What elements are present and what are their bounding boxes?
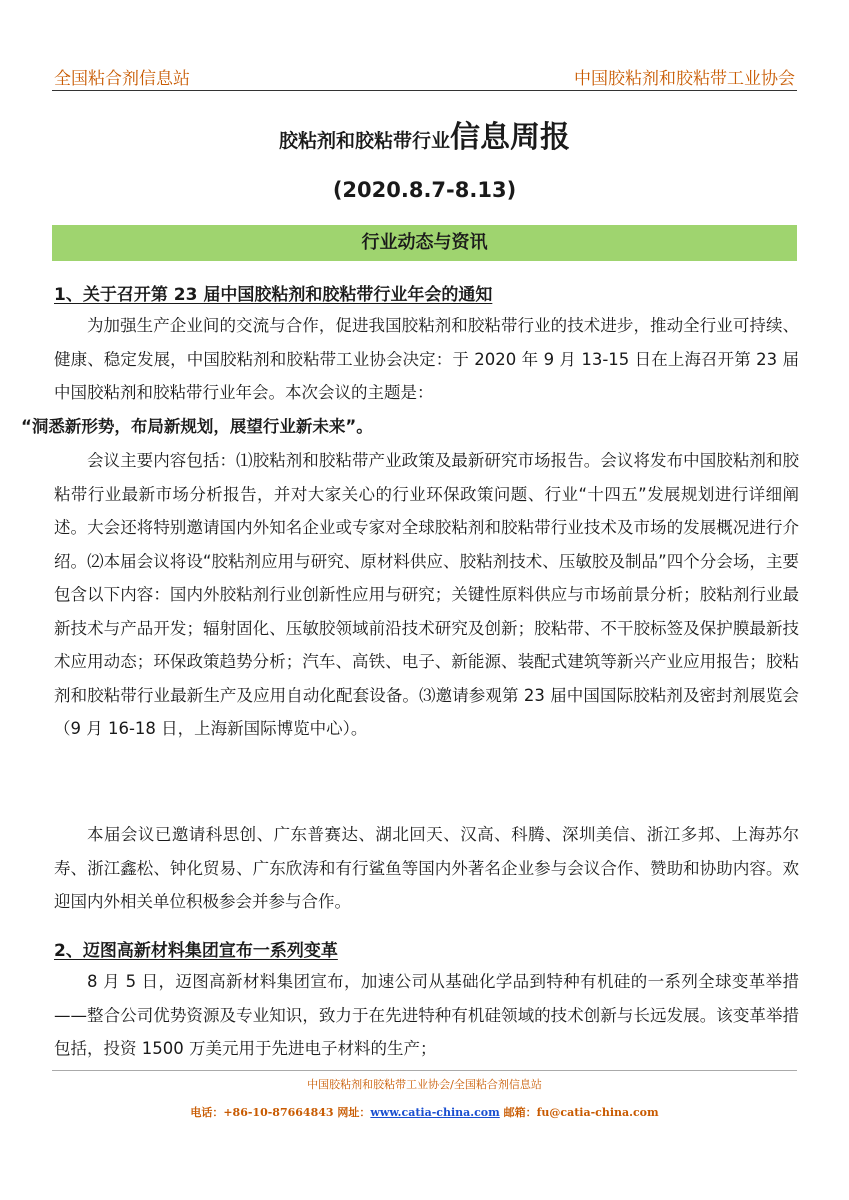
- header-left: 全国粘合剂信息站: [54, 69, 190, 89]
- news-heading-2: 2、迈图高新材料集团宣布一系列变革: [54, 941, 338, 961]
- website-link[interactable]: www.catia-china.com: [370, 1106, 500, 1119]
- title-prefix: 胶粘剂和胶粘带行业: [278, 130, 450, 152]
- email-address[interactable]: fu@catia-china.com: [536, 1106, 659, 1119]
- title-main: 信息周报: [450, 120, 570, 155]
- footer-divider: [52, 1070, 797, 1071]
- news-2-paragraph-1: 8 月 5 日，迈图高新材料集团宣布，加速公司从基础化学品到特种有机硅的一系列全球变革举措——整合公司优势资源及专业知识，致力于在先进特种有机硅领域的技术创新与长远发展。该变革举措包括，投资 1500 万美元用于先进电子材料的生产；: [54, 972, 799, 1058]
- footer-contact: 电话：+86-10-87664843 网址：www.catia-china.com 邮箱：fu@catia-china.com: [190, 1106, 659, 1119]
- conference-theme: “洞悉新形势，布局新规划，展望行业新未来”。: [21, 416, 373, 436]
- footer-org: 中国胶粘剂和胶粘带工业协会/全国粘合剂信息站: [307, 1078, 542, 1091]
- page-title: [0, 112, 849, 156]
- news-1-paragraph-3: 本届会议已邀请科思创、广东普赛达、湖北回天、汉高、科腾、深圳美信、浙江多邦、上海苏尔寿、浙江鑫松、钟化贸易、广东欣涛和有行鲨鱼等国内外著名企业参与会议合作、赞助和协助内容。欢迎国内外相关单位积极参会并参与合作。: [54, 825, 799, 911]
- news-1-paragraph-2: 会议主要内容包括：⑴胶粘剂和胶粘带产业政策及最新研究市场报告。会议将发布中国胶粘剂和胶粘带行业最新市场分析报告，并对大家关心的行业环保政策问题、行业“十四五”发展规划进行详细阐述。大会还将特别邀请国内外知名企业或专家对全球胶粘剂和胶粘带行业技术及市场的发展概况进行介绍。⑵本届会议将设“胶粘剂应用与研究、原材料供应、胶粘剂技术、压敏胶及制品”四个分会场，主要包含以下内容：国内外胶粘剂行业创新性应用与研究；关键性原料供应与市场前景分析；胶粘剂行业最新技术与产品开发；辐射固化、压敏胶领域前沿技术研究及创新；胶粘带、不干胶标签及保护膜最新技术应用动态；环保政策趋势分析；汽车、高铁、电子、新能源、装配式建筑等新兴产业应用报告；胶粘剂和胶粘带行业最新生产及应用自动化配套设备。⑶邀请参观第 23 届中国国际胶粘剂及密封剂展览会（9 月 16-18 日，上海新国际博览中心）。: [54, 451, 799, 738]
- section-bar: 行业动态与资讯: [52, 225, 797, 261]
- issue-date: (2020.8.7-8.13): [332, 178, 517, 202]
- page-header: [52, 60, 797, 91]
- news-heading-1: 1、关于召开第 23 届中国胶粘剂和胶粘带行业年会的通知: [54, 285, 493, 305]
- news-1-paragraph-1: 为加强生产企业间的交流与合作，促进我国胶粘剂和胶粘带行业的技术进步，推动全行业可持续、健康、稳定发展，中国胶粘剂和胶粘带工业协会决定：于 2020 年 9 月 13-15 日在上海召开第 23 届中国胶粘剂和胶粘带行业年会。本次会议的主题是： “洞悉新形势，布局新规划，展望行业新未来”。: [21, 316, 799, 436]
- header-right: 中国胶粘剂和胶粘带工业协会: [574, 69, 795, 89]
